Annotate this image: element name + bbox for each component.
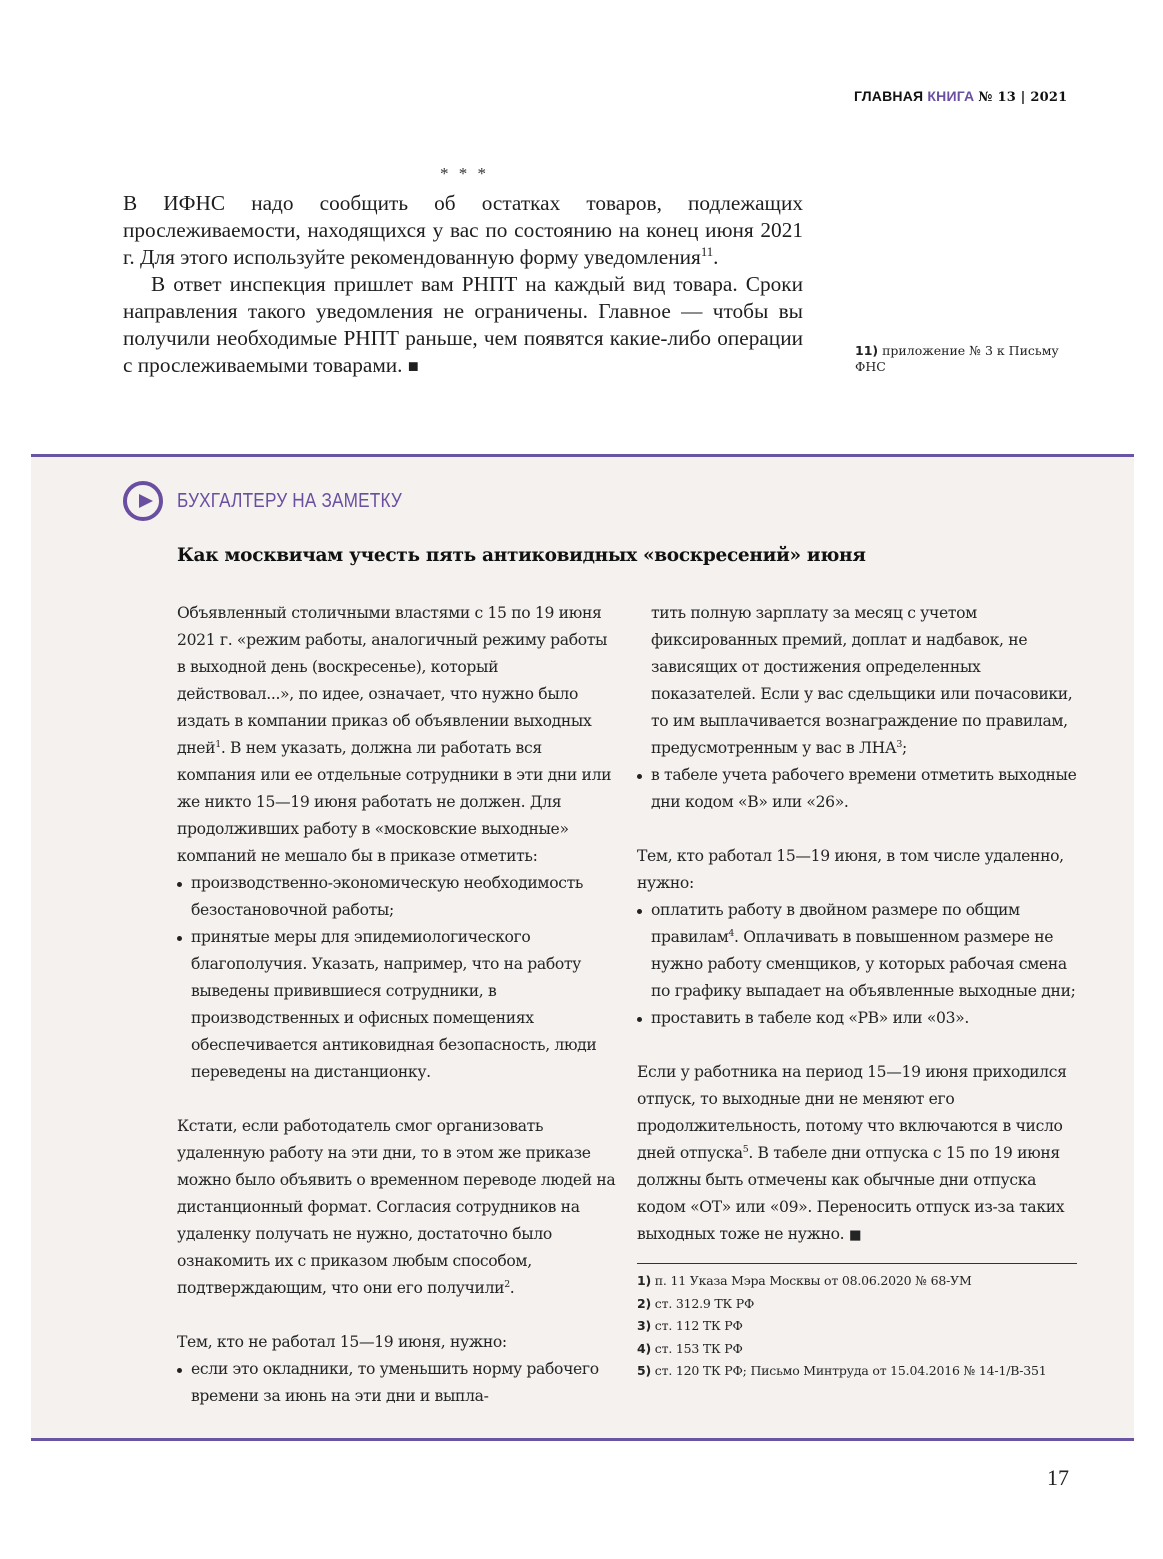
footnote: 4) ст. 153 ТК РФ [637, 1340, 743, 1356]
bullet-list [177, 870, 617, 1086]
box-label: БУХГАЛТЕРУ НА ЗАМЕТКУ [177, 489, 402, 512]
masthead-brand-part2: КНИГА [927, 88, 975, 104]
box-paragraph: Тем, кто работал 15—19 июня, в том числе удаленно, нужно: [637, 847, 1064, 892]
side-footnote [855, 343, 1075, 375]
side-footnote-text: приложение № 3 к Письму ФНС [855, 343, 1059, 374]
end-mark-icon: ■ [848, 1228, 862, 1243]
box-header [123, 481, 439, 521]
list-item-continued: тить полную зарплату за месяц с учетом фиксированных премий, доплат и надбавок, не зависящих от достижения определенных показателей. Если у вас сдельщики или почасовики, то им выплачивается вознаграждение по правилам, предусмотренным у вас в ЛНА$^3$; [651, 604, 1073, 757]
page-number: 17 [1047, 1465, 1069, 1490]
footnote: 3) ст. 112 ТК РФ [637, 1318, 743, 1333]
accountant-note-box [31, 454, 1134, 1441]
box-paragraph: Кстати, если работодатель смог организовать удаленную работу на эти дни, то в этом же приказе можно было объявить о временном переводе людей на дистанционный формат. Согласия сотрудников на удаленку получать не нужно, достаточно было ознакомить их с приказом любым способом, подтверждающим, что они его получили$^2$. [177, 1117, 616, 1297]
box-paragraph: Тем, кто не работал 15—19 июня, нужно: [177, 1333, 507, 1351]
bullet-list [637, 600, 1077, 816]
list-item: принятые меры для эпидемиологического благополучия. Указать, например, что на работу выведены привившиеся сотрудники, в производственных и офисных помещениях обеспечивается антиковидная безопасность, люди переведены на дистанционку. [177, 924, 617, 1086]
masthead-brand-part1: ГЛАВНАЯ [854, 88, 924, 104]
box-paragraph: Если у работника на период 15—19 июня приходился отпуск, то выходные дни не меняют его продолжительность, потому что включаются в число дней отпуска$^5$. В табеле дни отпуска с 15 по 19 июня должны быть отмечены как обычные дни отпуска кодом «ОТ» или «09». Переносить отпуск из-за таких выходных тоже не нужно. ■ [637, 1063, 1067, 1243]
bullet-list [177, 1356, 617, 1410]
footnote: 2) ст. 312.9 ТК РФ [637, 1295, 755, 1311]
masthead [854, 88, 1067, 105]
masthead-issue: № 13 | 2021 [978, 90, 1068, 105]
footnote-ref[interactable]: 4 [728, 927, 734, 939]
footnotes [637, 1263, 1077, 1383]
article-ending [123, 190, 803, 380]
play-icon [123, 481, 163, 521]
end-mark-icon: ■ [407, 356, 419, 376]
side-footnote-number: 11) [855, 343, 879, 358]
list-item: проставить в табеле код «РВ» или «03». [637, 1005, 1077, 1032]
article-paragraph: В ИФНС надо сообщить об остатках товаров, подлежащих прослеживаемости, находящихся у вас по состоянию на конец июня 2021 г. Для этого используйте рекомендованную форму уведомления$^{11}$. [123, 191, 803, 269]
box-left-column [177, 600, 617, 1410]
box-paragraph: Объявленный столичными властями с 15 по 19 июня 2021 г. «режим работы, аналогичный режиму работы в выходной день (воскресенье), который действовал...», по идее, означает, что нужно было издать в компании приказ об объявлении выходных дней$^1$. В нем указать, должна ли работать вся компания или ее отдельные сотрудники в эти дни или же никто 15—19 июня работать не должен. Для продолживших работу в «московские выходные» компаний не мешало бы в приказе отметить: [177, 604, 612, 865]
bullet-list [637, 897, 1077, 1032]
footnote: 5) ст. 120 ТК РФ; Письмо Минтруда от 15.04.2016 № 14-1/В-351 [637, 1363, 1047, 1378]
footnote-ref[interactable]: 1 [215, 738, 221, 750]
box-right-column [637, 600, 1077, 1383]
footnote-ref[interactable]: 11 [700, 244, 714, 259]
list-item: оплатить работу в двойном размере по общим правилам$^4$. Оплачивать в повышенном размере не нужно работу сменщиков, у которых рабочая смена по графику выпадает на объявленные выходные дни; [637, 897, 1077, 1005]
box-title: Как москвичам учесть пять антиковидных «воскресений» июня [177, 545, 866, 566]
footnote-ref[interactable]: 2 [504, 1278, 510, 1290]
footnote-ref[interactable]: 5 [742, 1143, 749, 1155]
list-item: если это окладники, то уменьшить норму рабочего времени за июнь на эти дни и выпла- [177, 1356, 617, 1410]
section-separator: * * * [440, 164, 489, 183]
list-item: в табеле учета рабочего времени отметить выходные дни кодом «В» или «26». [637, 762, 1077, 816]
list-item: производственно-экономическую необходимость безостановочной работы; [177, 870, 617, 924]
footnote-ref[interactable]: 3 [896, 738, 902, 750]
footnote: 1) п. 11 Указа Мэра Москвы от 08.06.2020 № 68-УМ [637, 1273, 972, 1288]
article-paragraph: В ответ инспекция пришлет вам РНПТ на каждый вид товара. Сроки направления такого уведомления не ограничены. Главное — чтобы вы получили необходимые РНПТ раньше, чем появятся какие-либо операции с прослеживаемыми товарами. ■ [123, 272, 803, 377]
